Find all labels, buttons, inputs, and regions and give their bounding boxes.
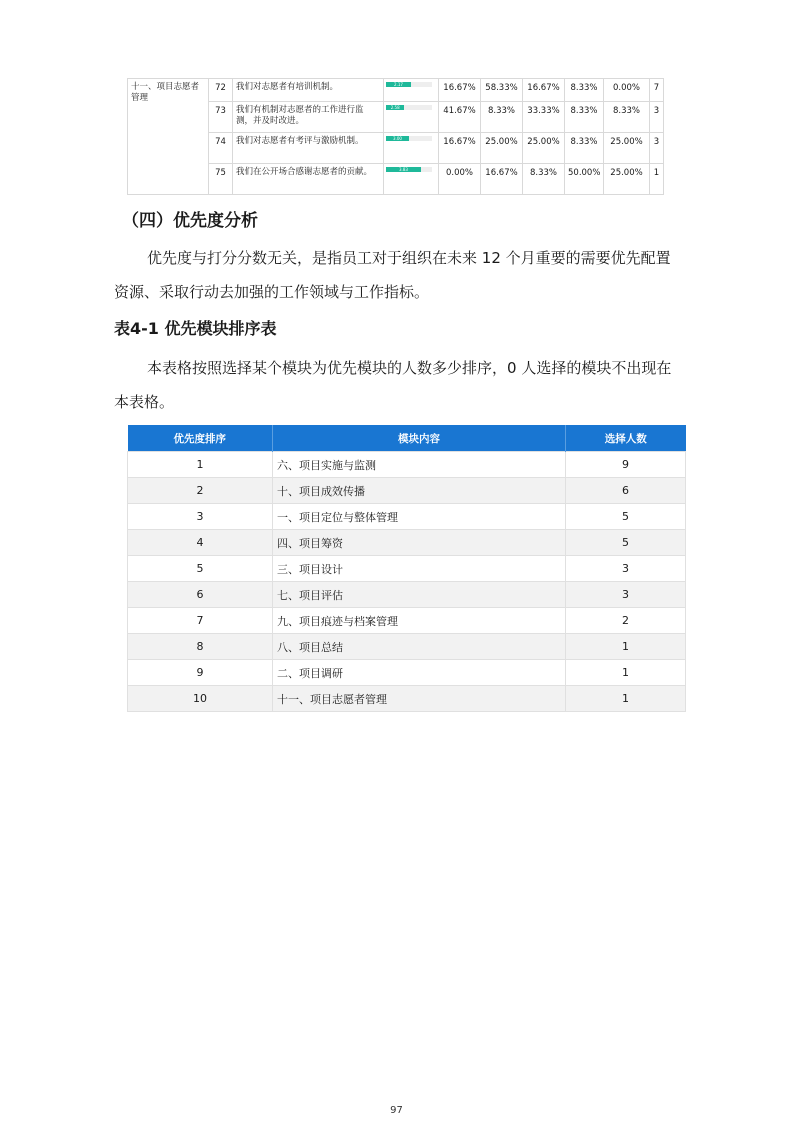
table-row bbox=[128, 660, 686, 686]
column-header: 模块内容 bbox=[273, 425, 566, 452]
table-row bbox=[128, 634, 686, 660]
survey-table bbox=[127, 78, 664, 195]
module-cell: 二、项目调研 bbox=[273, 660, 566, 686]
module-cell: 十、项目成效传播 bbox=[273, 478, 566, 504]
table-row bbox=[128, 582, 686, 608]
module-cell: 七、项目评估 bbox=[273, 582, 566, 608]
percent-cell: 0.00% bbox=[439, 164, 481, 195]
rank-cell: 2 bbox=[128, 478, 273, 504]
percent-cell: 8.33% bbox=[604, 102, 650, 133]
question-text: 我们对志愿者有考评与激励机制。 bbox=[233, 133, 384, 164]
question-text: 我们有机制对志愿者的工作进行监测，并及时改进。 bbox=[233, 102, 384, 133]
module-cell: 六、项目实施与监测 bbox=[273, 452, 566, 478]
count-cell: 5 bbox=[566, 504, 686, 530]
section-heading: （四）优先度分析 bbox=[122, 211, 258, 231]
column-header: 优先度排序 bbox=[128, 425, 273, 452]
rank-cell: 3 bbox=[128, 504, 273, 530]
percent-cell: 25.00% bbox=[604, 133, 650, 164]
question-number: 74 bbox=[209, 133, 233, 164]
score-cell bbox=[384, 79, 439, 102]
percent-cell: 25.00% bbox=[523, 133, 565, 164]
percent-cell: 0.00% bbox=[604, 79, 650, 102]
survey-module-label: 十一、项目志愿者管理 bbox=[128, 79, 209, 195]
score-bar-track bbox=[386, 136, 432, 141]
percent-cell: 8.33% bbox=[565, 79, 604, 102]
count-cell: 1 bbox=[566, 634, 686, 660]
rank-cell: 9 bbox=[128, 660, 273, 686]
module-cell: 十一、项目志愿者管理 bbox=[273, 686, 566, 712]
score-bar: 3.83 bbox=[386, 167, 421, 172]
table-row bbox=[128, 608, 686, 634]
question-number: 73 bbox=[209, 102, 233, 133]
count-cell: 7 bbox=[650, 79, 664, 102]
score-bar-track bbox=[386, 167, 432, 172]
percent-cell: 33.33% bbox=[523, 102, 565, 133]
rank-cell: 8 bbox=[128, 634, 273, 660]
body-paragraph: 本表格按照选择某个模块为优先模块的人数多少排序，0 人选择的模块不出现在本表格。 bbox=[114, 359, 672, 411]
column-header: 选择人数 bbox=[566, 425, 686, 452]
count-cell: 1 bbox=[650, 164, 664, 195]
count-cell: 3 bbox=[566, 582, 686, 608]
survey-row bbox=[128, 79, 664, 102]
count-cell: 1 bbox=[566, 660, 686, 686]
question-text: 我们在公开场合感谢志愿者的贡献。 bbox=[233, 164, 384, 195]
percent-cell: 25.00% bbox=[604, 164, 650, 195]
module-cell: 一、项目定位与整体管理 bbox=[273, 504, 566, 530]
rank-cell: 5 bbox=[128, 556, 273, 582]
percent-cell: 8.33% bbox=[523, 164, 565, 195]
score-bar: 2.17 bbox=[386, 82, 411, 87]
rank-cell: 1 bbox=[128, 452, 273, 478]
score-cell bbox=[384, 164, 439, 195]
rank-cell: 6 bbox=[128, 582, 273, 608]
rank-cell: 10 bbox=[128, 686, 273, 712]
score-cell bbox=[384, 102, 439, 133]
percent-cell: 8.33% bbox=[481, 102, 523, 133]
count-cell: 2 bbox=[566, 608, 686, 634]
rank-cell: 4 bbox=[128, 530, 273, 556]
question-text: 我们对志愿者有培训机制。 bbox=[233, 79, 384, 102]
question-number: 75 bbox=[209, 164, 233, 195]
module-cell: 八、项目总结 bbox=[273, 634, 566, 660]
table-row bbox=[128, 530, 686, 556]
survey-row bbox=[128, 164, 664, 195]
score-bar: 3.00 bbox=[386, 136, 409, 141]
rank-cell: 7 bbox=[128, 608, 273, 634]
score-bar-track bbox=[386, 105, 432, 110]
percent-cell: 8.33% bbox=[565, 133, 604, 164]
percent-cell: 8.33% bbox=[565, 102, 604, 133]
count-cell: 9 bbox=[566, 452, 686, 478]
module-cell: 九、项目痕迹与档案管理 bbox=[273, 608, 566, 634]
table-row bbox=[128, 478, 686, 504]
count-cell: 3 bbox=[650, 102, 664, 133]
page-number: 97 bbox=[390, 1105, 403, 1116]
count-cell: 6 bbox=[566, 478, 686, 504]
percent-cell: 41.67% bbox=[439, 102, 481, 133]
count-cell: 3 bbox=[650, 133, 664, 164]
table-row bbox=[128, 504, 686, 530]
percent-cell: 16.67% bbox=[439, 79, 481, 102]
question-number: 72 bbox=[209, 79, 233, 102]
priority-table bbox=[127, 425, 686, 712]
count-cell: 1 bbox=[566, 686, 686, 712]
table-row bbox=[128, 686, 686, 712]
percent-cell: 58.33% bbox=[481, 79, 523, 102]
score-cell bbox=[384, 133, 439, 164]
survey-row bbox=[128, 133, 664, 164]
percent-cell: 16.67% bbox=[481, 164, 523, 195]
survey-row bbox=[128, 102, 664, 133]
percent-cell: 16.67% bbox=[523, 79, 565, 102]
module-cell: 四、项目筹资 bbox=[273, 530, 566, 556]
module-cell: 三、项目设计 bbox=[273, 556, 566, 582]
score-bar-track bbox=[386, 82, 432, 87]
percent-cell: 25.00% bbox=[481, 133, 523, 164]
table-row bbox=[128, 556, 686, 582]
table-caption: 表4-1 优先模块排序表 bbox=[114, 319, 277, 338]
table-header-row bbox=[128, 425, 686, 452]
count-cell: 5 bbox=[566, 530, 686, 556]
score-bar: 2.58 bbox=[386, 105, 404, 110]
percent-cell: 16.67% bbox=[439, 133, 481, 164]
body-paragraph: 优先度与打分分数无关，是指员工对于组织在未来 12 个月重要的需要优先配置资源、采取行动去加强的工作领域与工作指标。 bbox=[114, 249, 671, 301]
count-cell: 3 bbox=[566, 556, 686, 582]
table-row bbox=[128, 452, 686, 478]
percent-cell: 50.00% bbox=[565, 164, 604, 195]
